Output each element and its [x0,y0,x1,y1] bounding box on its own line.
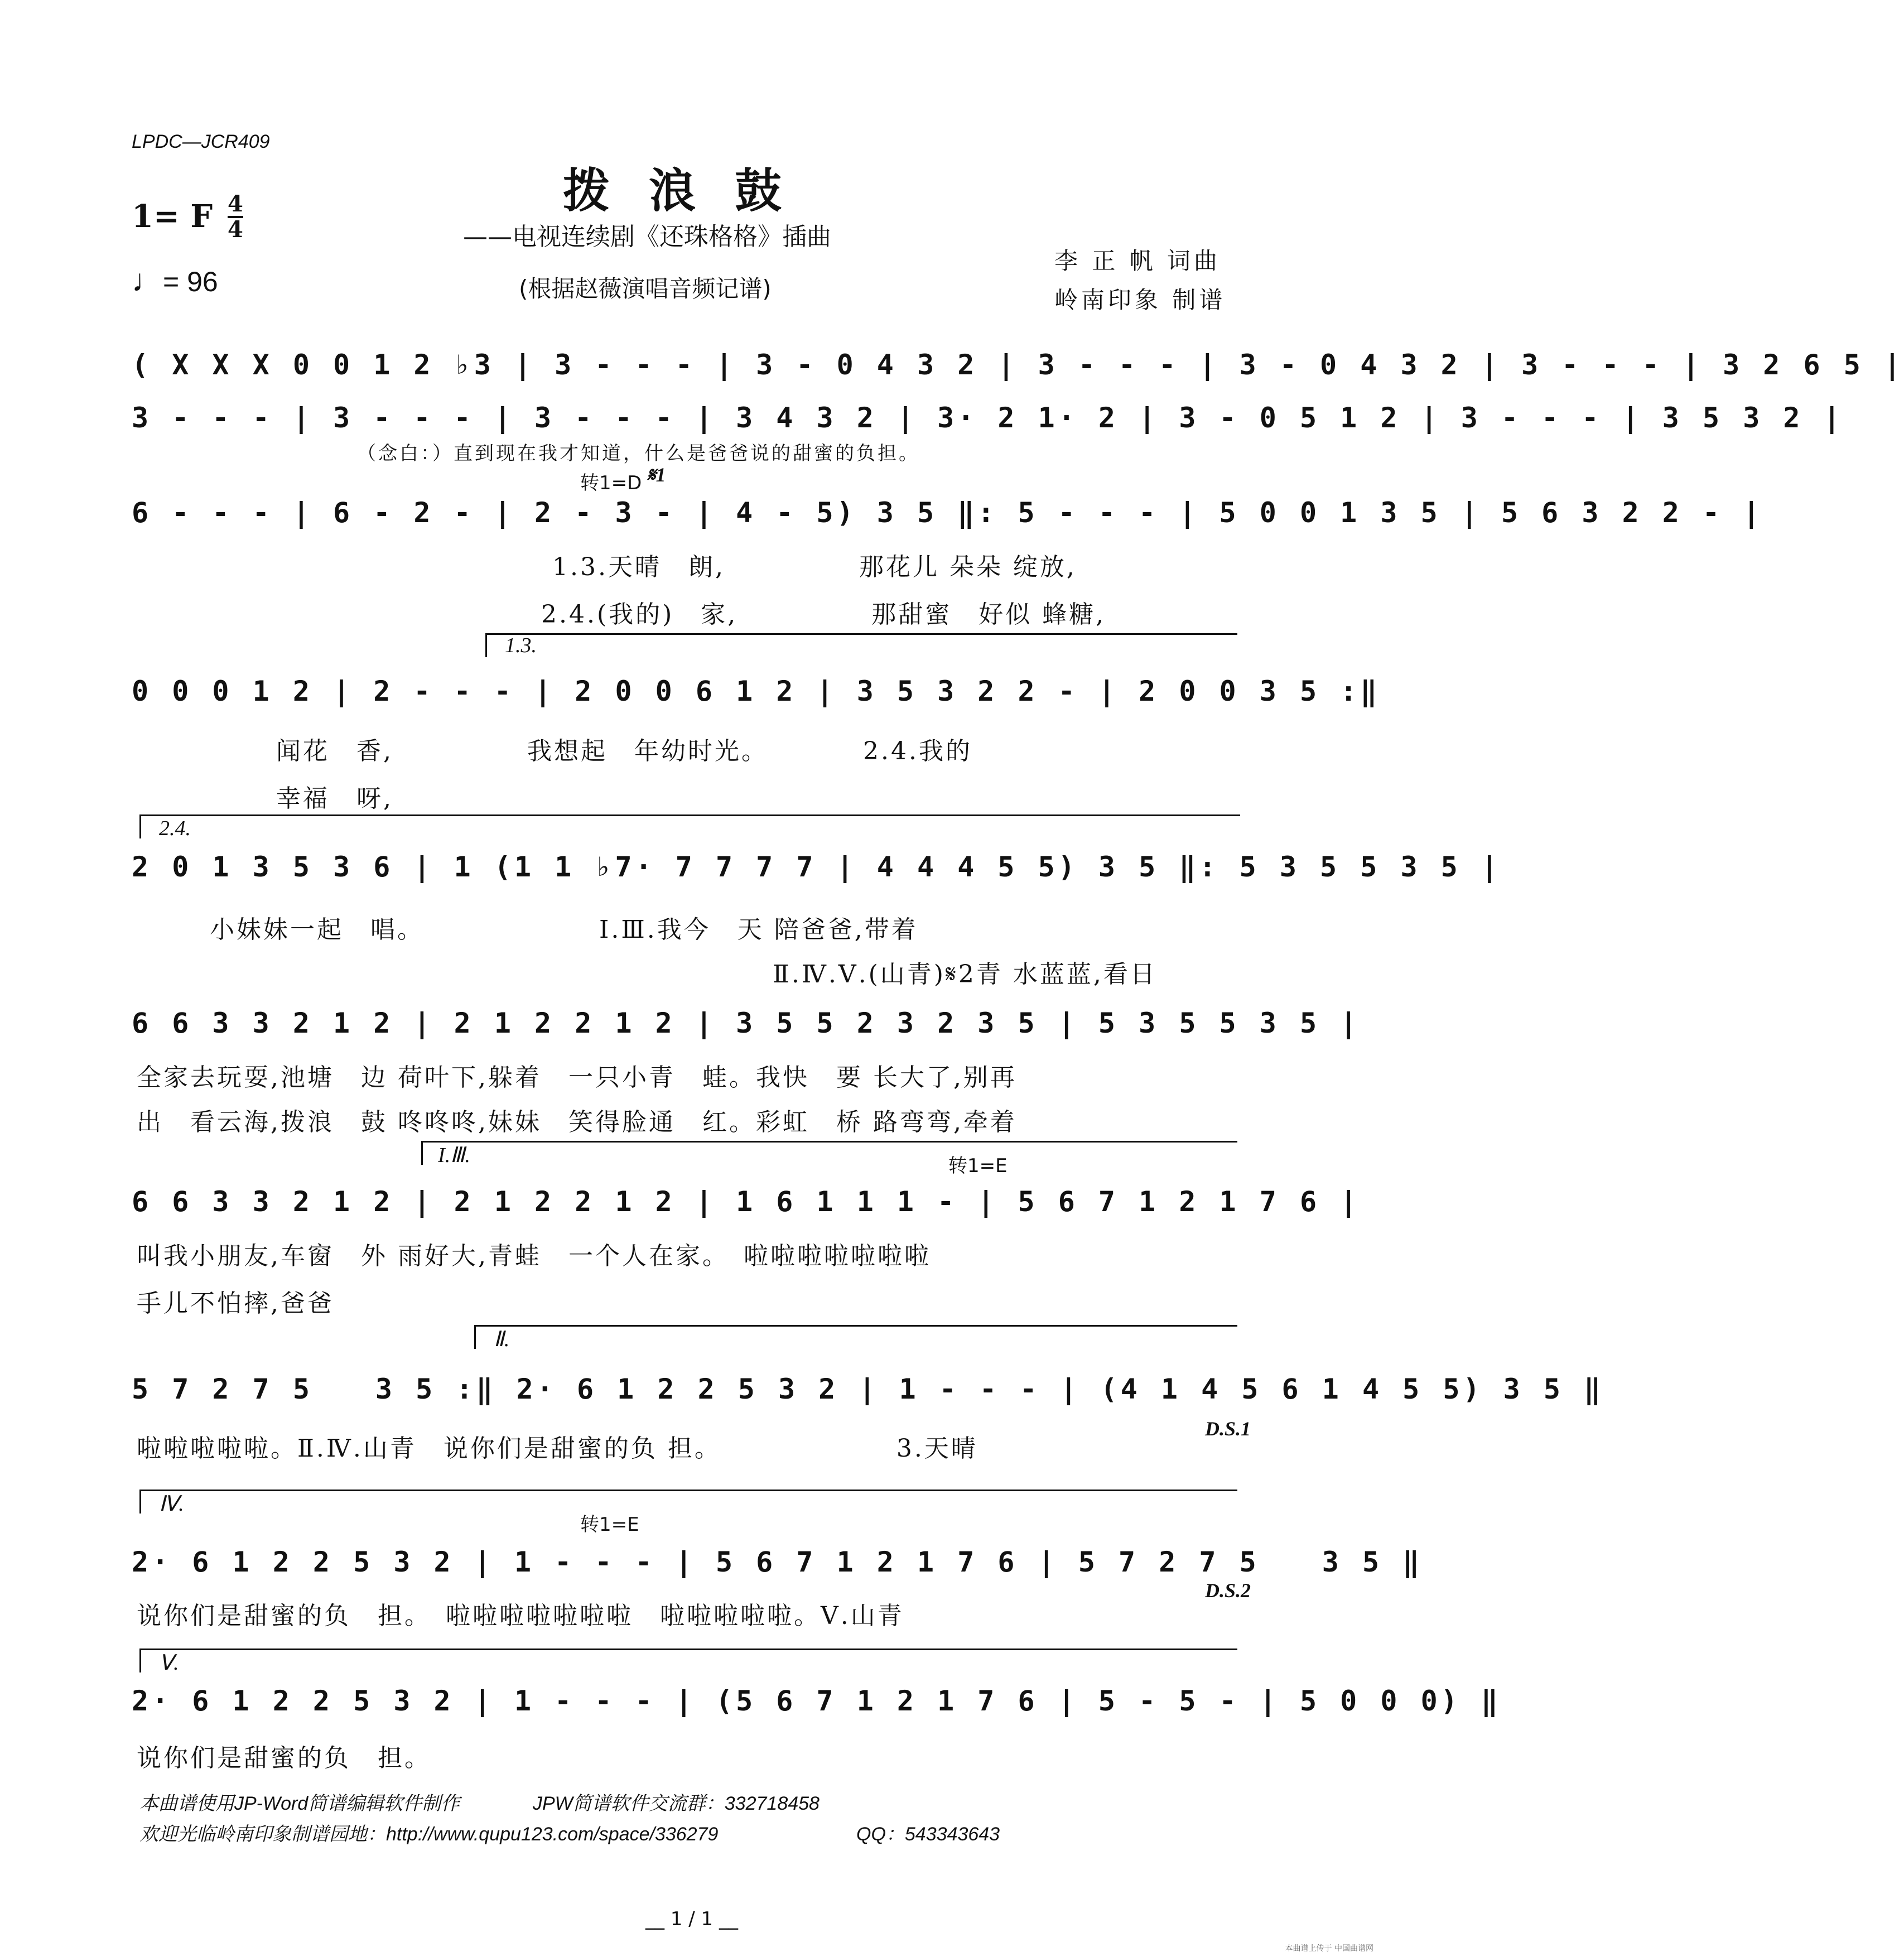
time-signature [228,192,243,242]
lyric-line-8a: 啦啦啦啦啦。Ⅱ.Ⅳ.山青 说你们是甜蜜的负 担。 3.天晴 [137,1434,978,1463]
footer-software: 本曲谱使用JP-Word简谱编辑软件制作 [139,1793,460,1814]
spoken-line: （念白：）直到现在我才知道，什么是爸爸说的甜蜜的负担。 [357,442,920,465]
tempo [132,262,218,298]
lyric-line-4b: 幸福 呀, [276,784,393,813]
ds-1-marker: D.S.1 [1205,1418,1251,1440]
key-change-e: 转1=E [948,1155,1008,1177]
notation-line-6: 6 6 3 3 2 1 2 | 2 1 2 2 1 2 | 3 5 5 2 3 2 3 5 | 5 3 5 5 3 5 | [132,1007,1361,1039]
volta-bracket-v [139,1648,1237,1672]
segno-1-icon: 𝄋1 [647,464,666,486]
lyric-line-10a: 说你们是甜蜜的负 担。 [137,1744,431,1772]
lyric-line-5a: 小妹妹一起 唱。 Ⅰ.Ⅲ.我今 天 陪爸爸,带着 [210,915,918,944]
arranger: 岭南印象 制谱 [1054,286,1226,314]
tempo-value: = 96 [163,266,218,297]
subtitle: ——电视连续剧《还珠格格》插曲 [463,223,831,251]
volta-label-ii: Ⅱ. [494,1328,510,1351]
notation-line-3: 6 - - - | 6 - 2 - | 2 - 3 - | 4 - 5) 3 5 ‖: 5 - - - | 5 0 0 1 3 5 | 5 6 3 2 2 - | [132,497,1763,529]
lyric-line-5b: Ⅱ.Ⅳ.Ⅴ.(山青)𝄋2青 水蓝蓝,看日 [773,960,1157,989]
notation-line-8: 5 7 2 7 5 3 5 :‖ 2· 6 1 2 2 5 3 2 | 1 - - - | (4 1 4 5 6 1 4 5 5) 3 5 ‖ [132,1373,1604,1405]
key-signature: 1= F [132,198,213,235]
score-code: LPDC—JCR409 [132,131,270,152]
notation-line-9: 2· 6 1 2 2 5 3 2 | 1 - - - | 5 6 7 1 2 1 7 6 | 5 7 2 7 5 3 5 ‖ [132,1546,1423,1578]
page-number: __ 1 / 1 __ [645,1908,738,1930]
volta-bracket-2-4 [139,814,1240,838]
lyric-line-3b: 2.4.(我的) 家, 那甜蜜 好似 蜂糖, [541,600,1106,629]
volta-label-i-iii: I.Ⅲ. [438,1144,470,1167]
notation-line-7: 6 6 3 3 2 1 2 | 2 1 2 2 1 2 | 1 6 1 1 1 - | 5 6 7 1 2 1 7 6 | [132,1185,1361,1218]
volta-bracket-1-3-second [421,1141,1237,1165]
lyric-line-6b: 出 看云海,拨浪 鼓 咚咚咚,妹妹 笑得脸通 红。彩虹 桥 路弯弯,牵着 [137,1108,1017,1136]
lyric-line-7a: 叫我小朋友,车窗 外 雨好大,青蛙 一个人在家。 啦啦啦啦啦啦啦 [137,1242,931,1270]
volta-bracket-ii [474,1325,1237,1349]
lyric-line-6a: 全家去玩耍,池塘 边 荷叶下,躲着 一只小青 蛙。我快 要 长大了,别再 [137,1063,1017,1092]
lyric-line-9a: 说你们是甜蜜的负 担。 啦啦啦啦啦啦啦 啦啦啦啦啦。Ⅴ.山青 [137,1602,904,1630]
notation-line-5: 2 0 1 3 5 3 6 | 1 (1 1 ♭7· 7 7 7 7 | 4 4 4 5 5) 3 5 ‖: 5 3 5 5 3 5 | [132,851,1501,883]
footer-welcome: 欢迎光临岭南印象制谱园地：http://www.qupu123.com/space/336279 [139,1824,719,1845]
notation-line-10: 2· 6 1 2 2 5 3 2 | 1 - - - | (5 6 7 1 2 1 7 6 | 5 - 5 - | 5 0 0 0) ‖ [132,1685,1501,1717]
lyric-line-4a: 闻花 香, 我想起 年幼时光。 2.4.我的 [276,737,972,765]
time-bottom: 4 [228,216,243,243]
volta-label-1-3: 1.3. [505,634,537,657]
transcription-note: (根据赵薇演唱音频记谱) [519,275,772,302]
watermark: 本曲谱上传于 中国曲谱网 [1285,1944,1373,1953]
time-top: 4 [228,191,243,217]
notation-line-4: 0 0 0 1 2 | 2 - - - | 2 0 0 6 1 2 | 3 5 3 2 2 - | 2 0 0 3 5 :‖ [132,675,1381,707]
notation-line-2: 3 - - - | 3 - - - | 3 - - - | 3 4 3 2 | 3· 2 1· 2 | 3 - 0 5 1 2 | 3 - - - | 3 5 3 2 | [132,402,1844,434]
page-title: 拨浪鼓 [562,163,821,218]
lyricist-composer: 李 正 帆 词曲 [1054,247,1221,274]
footer-group: JPW简谱软件交流群：332718458 [533,1793,820,1814]
volta-label-v: Ⅴ. [159,1651,179,1675]
volta-bracket-1-3 [485,633,1237,657]
volta-bracket-iv [139,1490,1237,1513]
lyric-line-3a: 1.3.天晴 朗, 那花儿 朵朵 绽放, [552,553,1077,581]
lyric-line-7b: 手儿不怕摔,爸爸 [137,1289,334,1318]
volta-label-2-4: 2.4. [159,817,191,840]
footer-qq: QQ：543343643 [856,1824,1000,1845]
key-change-d: 转1=D [580,472,642,494]
ds-2-marker: D.S.2 [1205,1579,1251,1602]
volta-label-iv: Ⅳ. [159,1492,184,1516]
key-change-e-2: 转1=E [580,1513,639,1536]
notation-line-1: ( X X X 0 0 1 2 ♭3 | 3 - - - | 3 - 0 4 3 2 | 3 - - - | 3 - 0 4 3 2 | 3 - - - | 3 2 6 5 | [132,349,1904,381]
quarter-note-icon: ♩ [132,263,163,298]
